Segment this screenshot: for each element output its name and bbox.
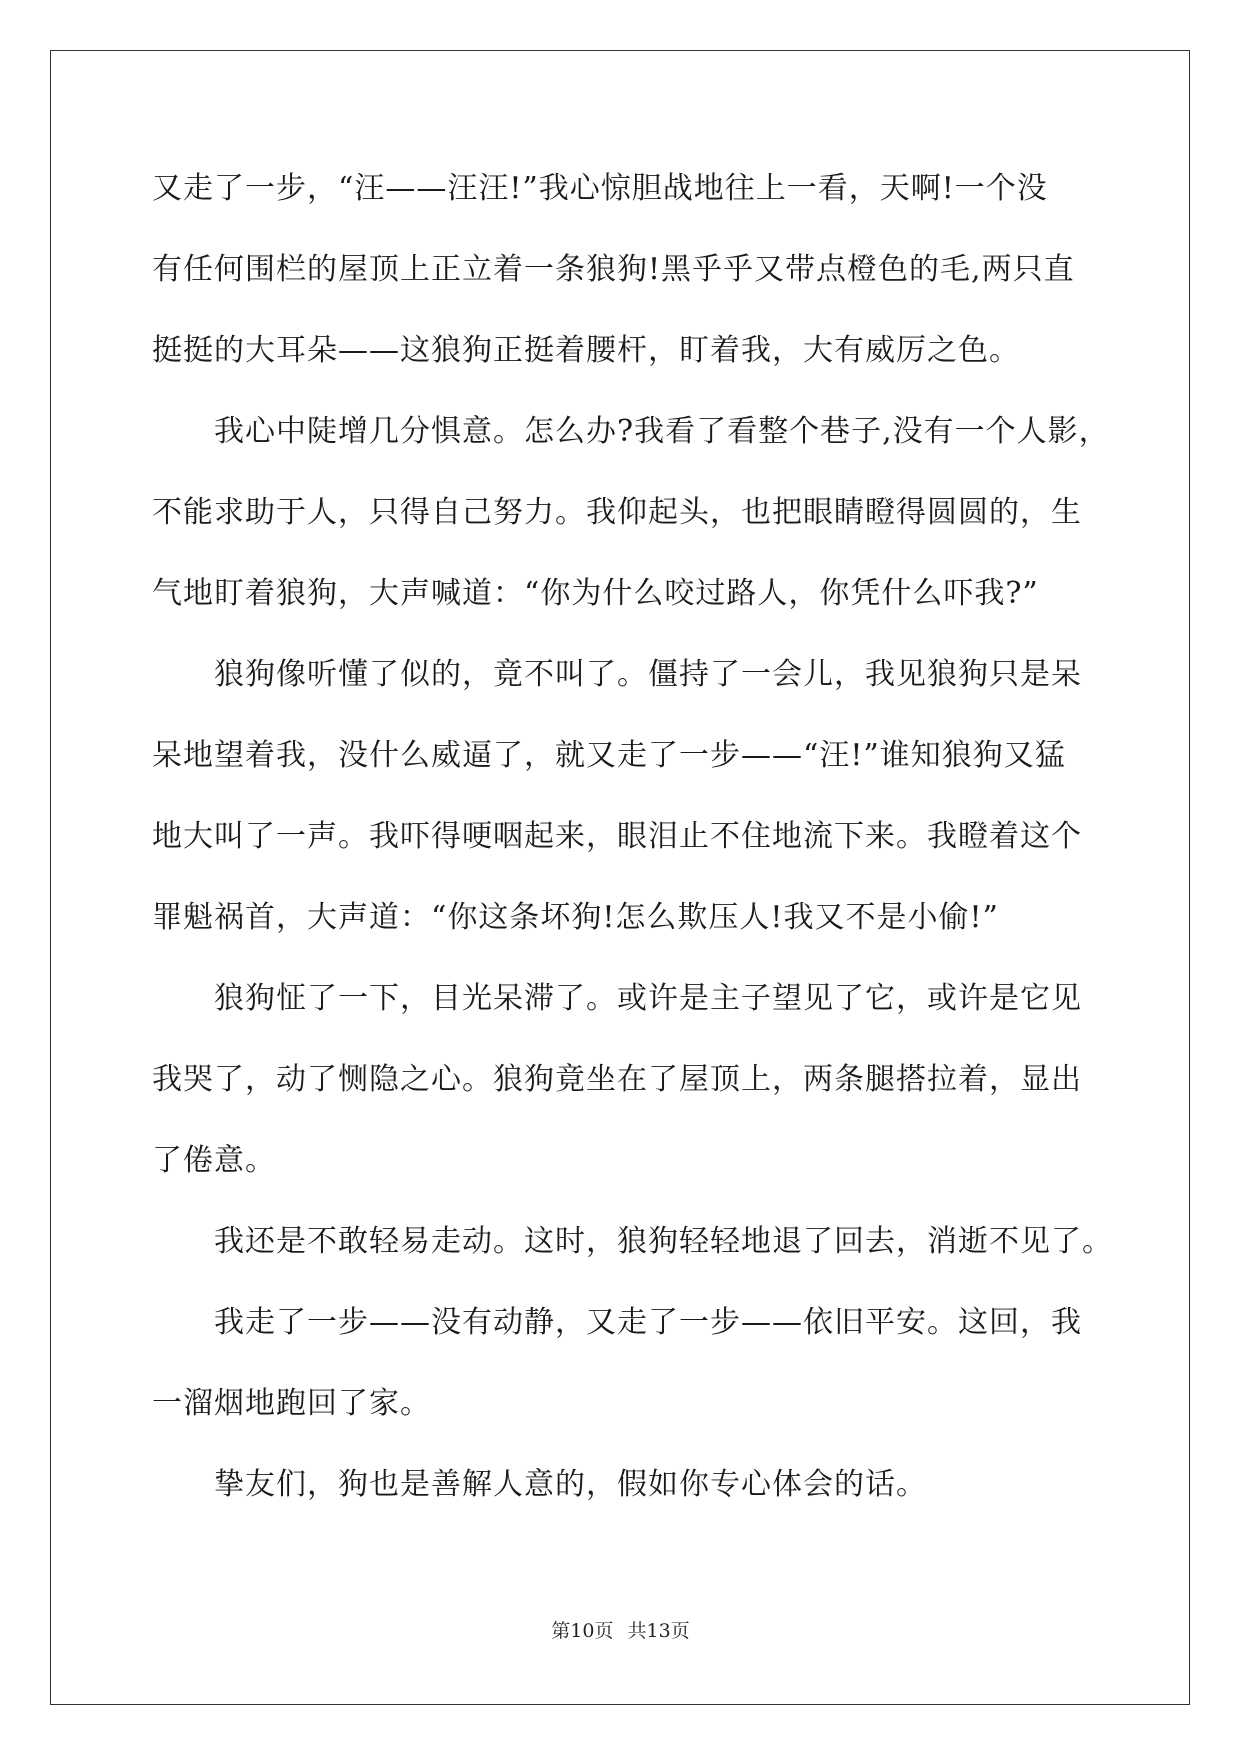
text-line: 狼狗像听懂了似的，竟不叫了。僵持了一会儿，我见狼狗只是呆 (214, 657, 1082, 692)
text-line: 我哭了，动了恻隐之心。狼狗竟坐在了屋顶上，两条腿搭拉着，显出 (152, 1062, 1082, 1097)
text-line: 有任何围栏的屋顶上正立着一条狼狗!黑乎乎又带点橙色的毛,两只直 (152, 252, 1075, 287)
text-line: 呆地望着我，没什么威逼了，就又走了一步——“汪!”谁知狼狗又猛 (152, 738, 1066, 773)
text-line: 了倦意。 (152, 1143, 276, 1178)
text-line: 气地盯着狼狗，大声喊道：“你为什么咬过路人，你凭什么吓我?” (152, 576, 1039, 611)
text-line: 我心中陡增几分惧意。怎么办?我看了看整个巷子,没有一个人影， (214, 414, 1110, 449)
text-line: 一溜烟地跑回了家。 (152, 1386, 431, 1421)
current-page-label: 第10页 (551, 1620, 614, 1642)
text-line: 我还是不敢轻易走动。这时，狼狗轻轻地退了回去，消逝不见了。 (214, 1224, 1113, 1259)
total-pages-label: 共13页 (627, 1620, 690, 1642)
document-body (152, 156, 1113, 1533)
text-line: 狼狗怔了一下，目光呆滞了。或许是主子望见了它，或许是它见 (214, 981, 1082, 1016)
page-footer (0, 1616, 1241, 1643)
text-line: 不能求助于人，只得自己努力。我仰起头，也把眼睛瞪得圆圆的，生 (152, 495, 1082, 530)
text-line: 挚友们，狗也是善解人意的，假如你专心体会的话。 (214, 1467, 927, 1502)
text-line: 我走了一步——没有动静，又走了一步——依旧平安。这回，我 (214, 1305, 1082, 1340)
text-line: 又走了一步，“汪——汪汪!”我心惊胆战地往上一看，天啊!一个没 (152, 171, 1048, 206)
text-line: 地大叫了一声。我吓得哽咽起来，眼泪止不住地流下来。我瞪着这个 (152, 819, 1082, 854)
text-line: 挺挺的大耳朵——这狼狗正挺着腰杆，盯着我，大有威厉之色。 (152, 333, 1020, 368)
text-line: 罪魁祸首，大声道：“你这条坏狗!怎么欺压人!我又不是小偷!” (152, 900, 999, 935)
